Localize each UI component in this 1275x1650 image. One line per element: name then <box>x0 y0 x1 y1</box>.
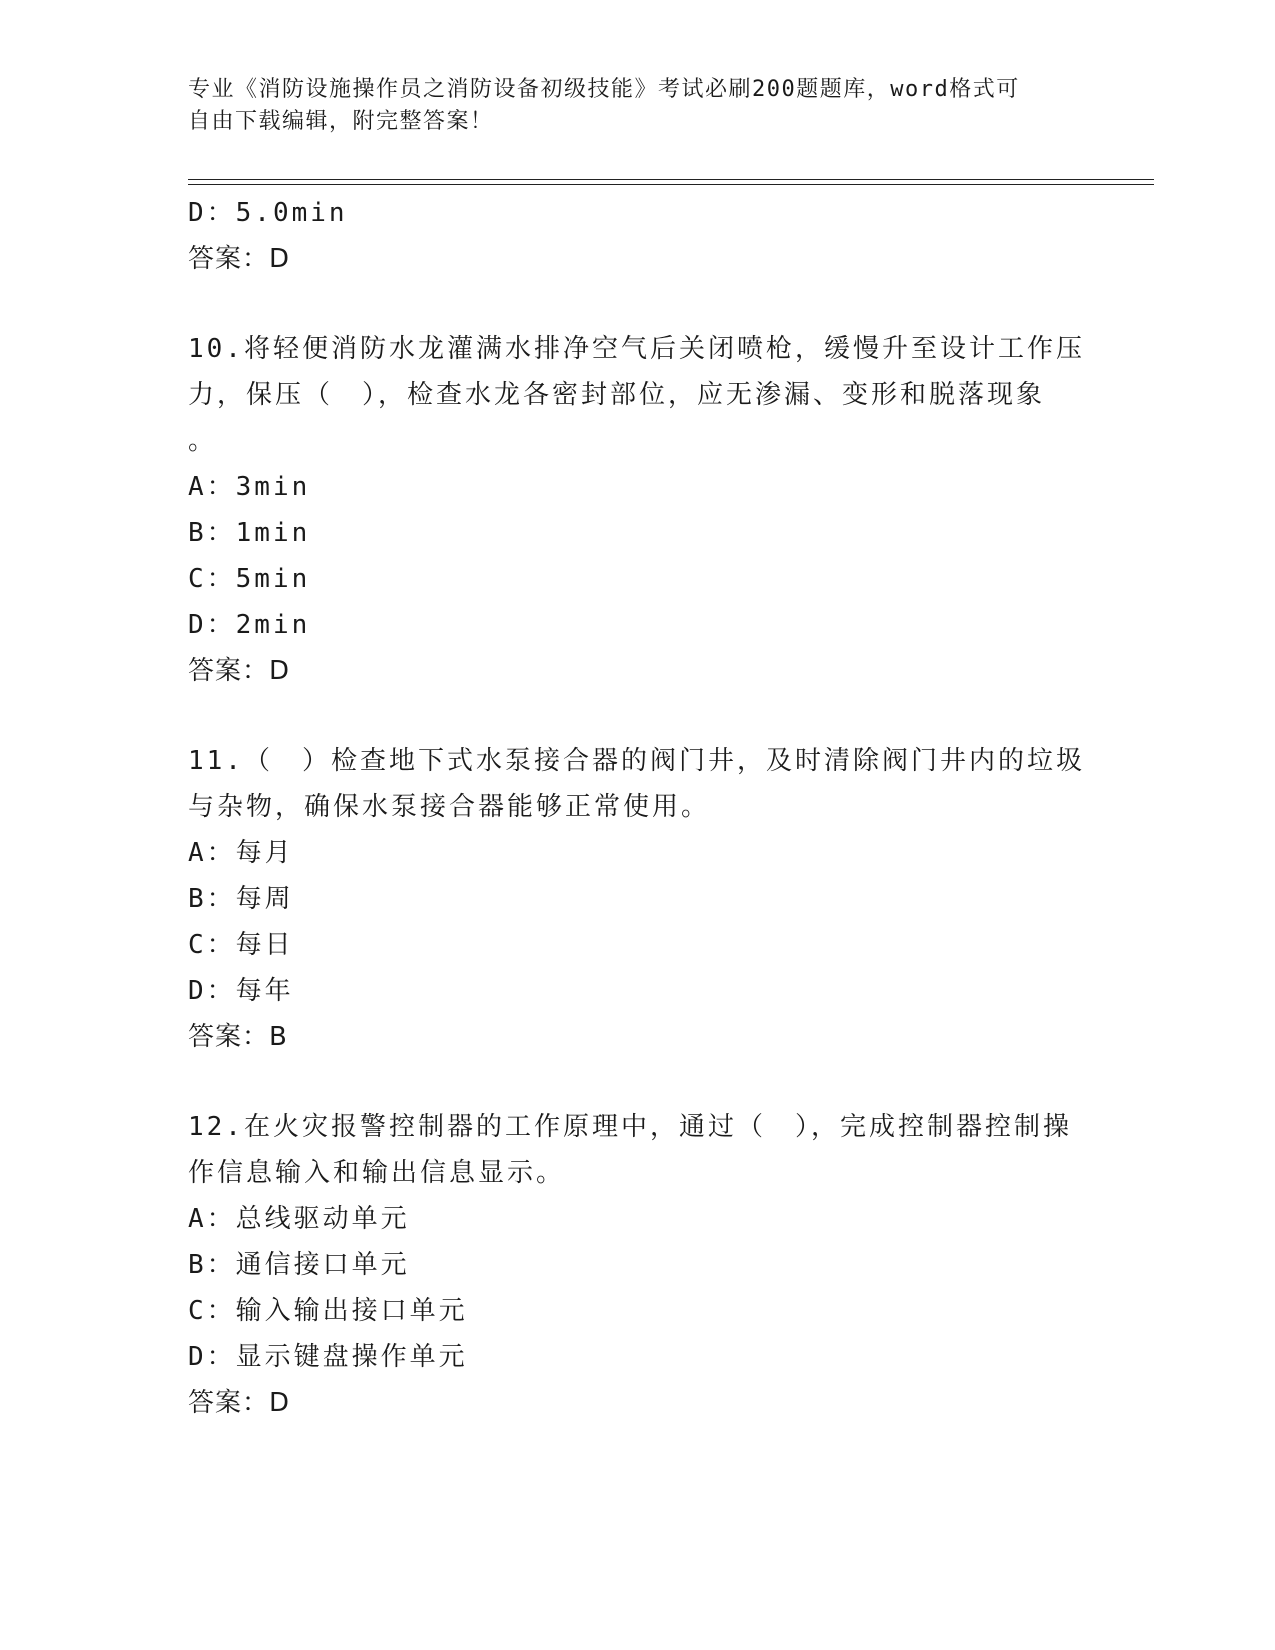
spacer <box>188 282 1088 326</box>
stem-line: 。 <box>188 426 218 456</box>
option-b: B：每周 <box>188 884 294 914</box>
option-c: C：每日 <box>188 930 294 960</box>
carry-over-block <box>188 190 1088 282</box>
document-body <box>188 190 1088 1426</box>
answer-line: 答案：D <box>188 656 291 686</box>
question-10 <box>188 326 1088 694</box>
spacer <box>188 694 1088 738</box>
question-stem <box>188 326 1088 464</box>
option-d: D：显示键盘操作单元 <box>188 1342 468 1372</box>
option-a: A：总线驱动单元 <box>188 1204 410 1234</box>
option-b: B：通信接口单元 <box>188 1250 410 1280</box>
header-line-1: 专业《消防设施操作员之消防设备初级技能》考试必刷200题题库，word格式可 <box>188 77 1020 102</box>
option-d: D：5.0min <box>188 198 348 228</box>
stem-line: 12.在火灾报警控制器的工作原理中，通过（ ），完成控制器控制操 <box>188 1112 1072 1142</box>
spacer <box>188 1060 1088 1104</box>
option-c: C：5min <box>188 564 311 594</box>
answer-line: 答案：D <box>188 244 291 274</box>
header-divider-bottom <box>188 184 1154 185</box>
option-a: A：3min <box>188 472 311 502</box>
stem-line: 力，保压（ ），检查水龙各密封部位，应无渗漏、变形和脱落现象 <box>188 380 1046 410</box>
stem-line: 作信息输入和输出信息显示。 <box>188 1158 566 1188</box>
option-b: B：1min <box>188 518 311 548</box>
document-header <box>188 74 1088 138</box>
option-c: C：输入输出接口单元 <box>188 1296 468 1326</box>
header-divider-top <box>188 179 1154 180</box>
stem-line: 与杂物，确保水泵接合器能够正常使用。 <box>188 792 711 822</box>
option-d: D：2min <box>188 610 311 640</box>
answer-line: 答案：B <box>188 1022 288 1052</box>
option-d: D：每年 <box>188 976 294 1006</box>
question-11 <box>188 738 1088 1060</box>
answer-line: 答案：D <box>188 1388 291 1418</box>
stem-line: 11.（ ）检查地下式水泵接合器的阀门井，及时清除阀门井内的垃圾 <box>188 746 1085 776</box>
question-12 <box>188 1104 1088 1426</box>
stem-line: 10.将轻便消防水龙灌满水排净空气后关闭喷枪，缓慢升至设计工作压 <box>188 334 1085 364</box>
question-stem <box>188 1104 1088 1196</box>
option-a: A：每月 <box>188 838 294 868</box>
header-line-2: 自由下载编辑，附完整答案！ <box>188 109 494 134</box>
question-stem <box>188 738 1088 830</box>
